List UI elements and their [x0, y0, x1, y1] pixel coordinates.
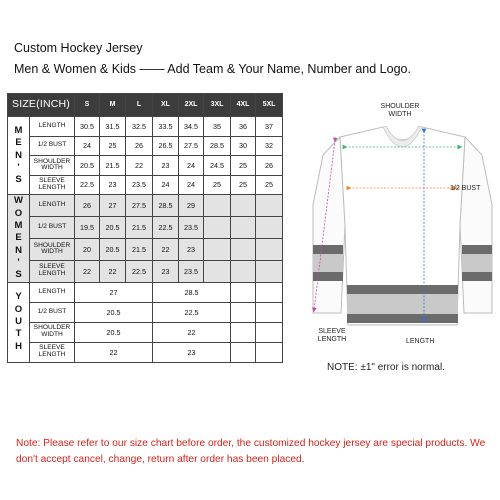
table-row	[8, 175, 283, 195]
column-header: M	[100, 94, 126, 117]
column-header: 2XL	[179, 94, 204, 117]
table-cell: 28.5	[153, 195, 179, 217]
table-header-row	[8, 94, 283, 117]
size-chart-table	[7, 93, 283, 363]
table-cell: 23	[153, 156, 179, 176]
table-cell	[256, 282, 283, 302]
table-cell: 31.5	[100, 117, 126, 137]
row-label: LENGTH	[30, 117, 75, 137]
table-cell: 26	[126, 136, 153, 156]
table-cell: 26	[256, 156, 283, 176]
table-cell: 22	[100, 260, 126, 282]
row-label: SHOULDER WIDTH	[30, 156, 75, 176]
table-cell: 36	[231, 117, 256, 137]
table-cell: 22	[153, 322, 231, 342]
table-cell: 20.5	[75, 156, 100, 176]
table-cell	[204, 217, 231, 239]
table-cell: 27	[100, 195, 126, 217]
table-cell: 34.5	[179, 117, 204, 137]
table-cell	[231, 195, 256, 217]
order-notice: Note: Please refer to our size chart before order, the customized hockey jersey are special products. We don't accept cancel, change, return after order has been placed.	[16, 438, 486, 465]
row-label: LENGTH	[30, 195, 75, 217]
table-cell: 30	[231, 136, 256, 156]
page-title: Custom Hockey Jersey	[14, 41, 143, 55]
table-cell: 20.5	[75, 302, 153, 322]
table-cell: 22	[126, 156, 153, 176]
table-cell	[231, 282, 256, 302]
table-cell: 23.5	[179, 260, 204, 282]
table-cell: 20.5	[100, 217, 126, 239]
table-cell	[256, 342, 283, 362]
table-cell: 25	[231, 156, 256, 176]
column-header: XL	[153, 94, 179, 117]
column-header: S	[75, 94, 100, 117]
table-cell: 24	[179, 175, 204, 195]
table-cell	[256, 322, 283, 342]
table-cell	[231, 302, 256, 322]
table-cell: 22.5	[153, 302, 231, 322]
row-label: SLEEVE LENGTH	[30, 175, 75, 195]
table-cell: 21.5	[126, 217, 153, 239]
table-cell	[231, 239, 256, 261]
table-cell	[231, 217, 256, 239]
row-label: SHOULDER WIDTH	[30, 322, 75, 342]
table-cell	[204, 239, 231, 261]
table-cell: 23	[153, 260, 179, 282]
table-cell: 23.5	[126, 175, 153, 195]
table-cell: 23	[153, 342, 231, 362]
table-cell: 22.5	[153, 217, 179, 239]
column-header: 4XL	[231, 94, 256, 117]
table-cell: 20.5	[100, 239, 126, 261]
column-header: L	[126, 94, 153, 117]
table-cell: 28.5	[153, 282, 231, 302]
table-cell: 27.5	[179, 136, 204, 156]
table-cell	[204, 195, 231, 217]
table-cell: 27.5	[126, 195, 153, 217]
table-cell: 25	[231, 175, 256, 195]
table-cell: 28.5	[204, 136, 231, 156]
table-cell: 35	[204, 117, 231, 137]
table-cell: 32.5	[126, 117, 153, 137]
table-cell	[231, 260, 256, 282]
women-group-label: W O M E N ' S	[8, 195, 30, 282]
table-cell: 25	[256, 175, 283, 195]
table-cell: 32	[256, 136, 283, 156]
table-cell	[231, 322, 256, 342]
table-cell: 22	[75, 342, 153, 362]
table-cell: 22.5	[126, 260, 153, 282]
row-label: SLEEVE LENGTH	[30, 342, 75, 362]
table-cell	[256, 195, 283, 217]
table-cell: 33.5	[153, 117, 179, 137]
sleeve-length-label: SLEEVE LENGTH	[317, 328, 347, 344]
table-row	[8, 136, 283, 156]
table-cell: 23.5	[179, 217, 204, 239]
table-cell	[231, 342, 256, 362]
table-cell: 29	[179, 195, 204, 217]
table-cell	[204, 260, 231, 282]
row-label: SLEEVE LENGTH	[30, 260, 75, 282]
table-row	[8, 217, 283, 239]
table-row	[8, 260, 283, 282]
table-cell: 37	[256, 117, 283, 137]
table-cell: 25	[100, 136, 126, 156]
men-group-label: M E N ' S	[8, 117, 30, 195]
column-header: 5XL	[256, 94, 283, 117]
size-header: SIZE(INCH)	[8, 94, 75, 117]
table-cell	[256, 260, 283, 282]
table-row	[8, 195, 283, 217]
table-cell: 23	[100, 175, 126, 195]
row-label: SHOULDER WIDTH	[30, 239, 75, 261]
half-bust-label: 1/2 BUST	[450, 185, 481, 192]
table-row	[8, 322, 283, 342]
length-label: LENGTH	[406, 338, 435, 345]
page-subtitle: Men & Women & Kids —— Add Team & Your Name, Number and Logo.	[14, 62, 411, 76]
table-row	[8, 342, 283, 362]
table-cell: 27	[75, 282, 153, 302]
table-cell: 24	[179, 156, 204, 176]
table-cell	[256, 217, 283, 239]
table-cell: 26.5	[153, 136, 179, 156]
table-cell: 22	[75, 260, 100, 282]
row-label: 1/2 BUST	[30, 302, 75, 322]
table-cell: 30.5	[75, 117, 100, 137]
table-cell: 24.5	[204, 156, 231, 176]
row-label: 1/2 BUST	[30, 136, 75, 156]
table-cell: 23	[179, 239, 204, 261]
table-cell: 19.5	[75, 217, 100, 239]
row-label: LENGTH	[30, 282, 75, 302]
error-note: NOTE: ±1" error is normal.	[327, 362, 445, 373]
table-row	[8, 282, 283, 302]
table-cell: 21.5	[126, 239, 153, 261]
column-header: 3XL	[204, 94, 231, 117]
shoulder-width-label: SHOULDER WIDTH	[380, 103, 420, 118]
table-cell: 20	[75, 239, 100, 261]
youth-group-label: Y O U T H	[8, 282, 30, 362]
table-row	[8, 302, 283, 322]
row-label: 1/2 BUST	[30, 217, 75, 239]
table-cell: 24	[153, 175, 179, 195]
table-cell: 25	[204, 175, 231, 195]
table-row	[8, 156, 283, 176]
table-row	[8, 117, 283, 137]
table-cell: 22	[153, 239, 179, 261]
table-cell: 21.5	[100, 156, 126, 176]
table-cell	[256, 239, 283, 261]
table-cell: 20.5	[75, 322, 153, 342]
table-row	[8, 239, 283, 261]
table-cell	[256, 302, 283, 322]
table-cell: 22.5	[75, 175, 100, 195]
table-cell: 26	[75, 195, 100, 217]
table-cell: 24	[75, 136, 100, 156]
